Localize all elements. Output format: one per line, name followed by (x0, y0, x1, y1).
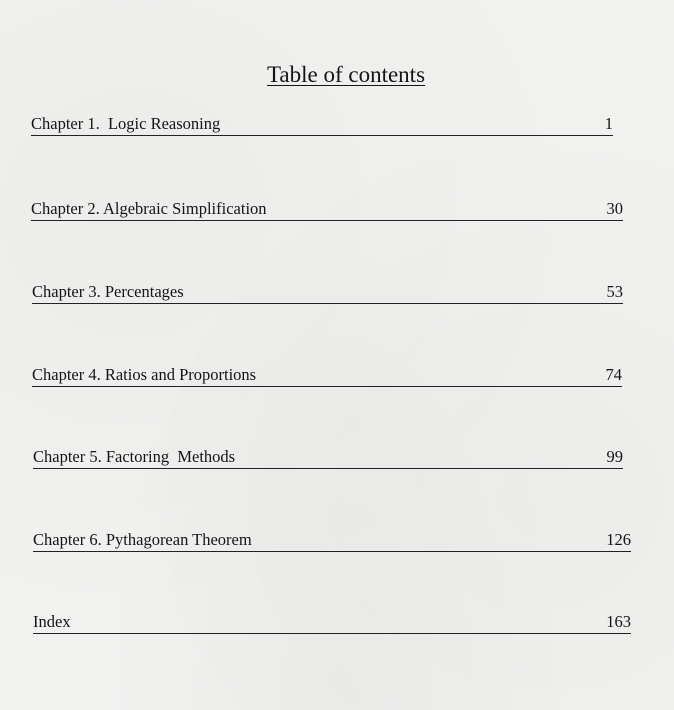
toc-entry-chapter-2 (31, 198, 623, 221)
page-title: Table of contents (266, 62, 426, 87)
toc-entry-label: Chapter 5. Factoring Methods (33, 447, 236, 466)
toc-entry-chapter-3 (32, 281, 623, 304)
toc-entry-page-number: 74 (605, 365, 622, 384)
toc-entry-label: Chapter 6. Pythagorean Theorem (33, 530, 252, 549)
toc-entry-chapter-4 (32, 364, 622, 387)
toc-entry-chapter-5 (33, 446, 623, 469)
toc-entry-chapter-1 (31, 113, 613, 136)
toc-entry-index (33, 611, 631, 634)
toc-entry-label: Chapter 3. Percentages (32, 282, 184, 301)
toc-entry-page-number: 30 (606, 199, 623, 218)
toc-entry-label: Chapter 2. Algebraic Simplification (31, 199, 267, 218)
toc-entry-page-number: 99 (606, 447, 623, 466)
toc-entry-page-number: 53 (606, 282, 623, 301)
toc-entry-label: Index (33, 612, 71, 631)
toc-entry-label: Chapter 4. Ratios and Proportions (32, 365, 257, 384)
toc-entry-page-number: 163 (606, 612, 631, 631)
toc-entry-page-number: 1 (604, 114, 613, 133)
toc-entry-page-number: 126 (606, 530, 631, 549)
toc-entry-label: Chapter 1. Logic Reasoning (31, 114, 221, 133)
toc-entry-chapter-6 (33, 529, 631, 552)
